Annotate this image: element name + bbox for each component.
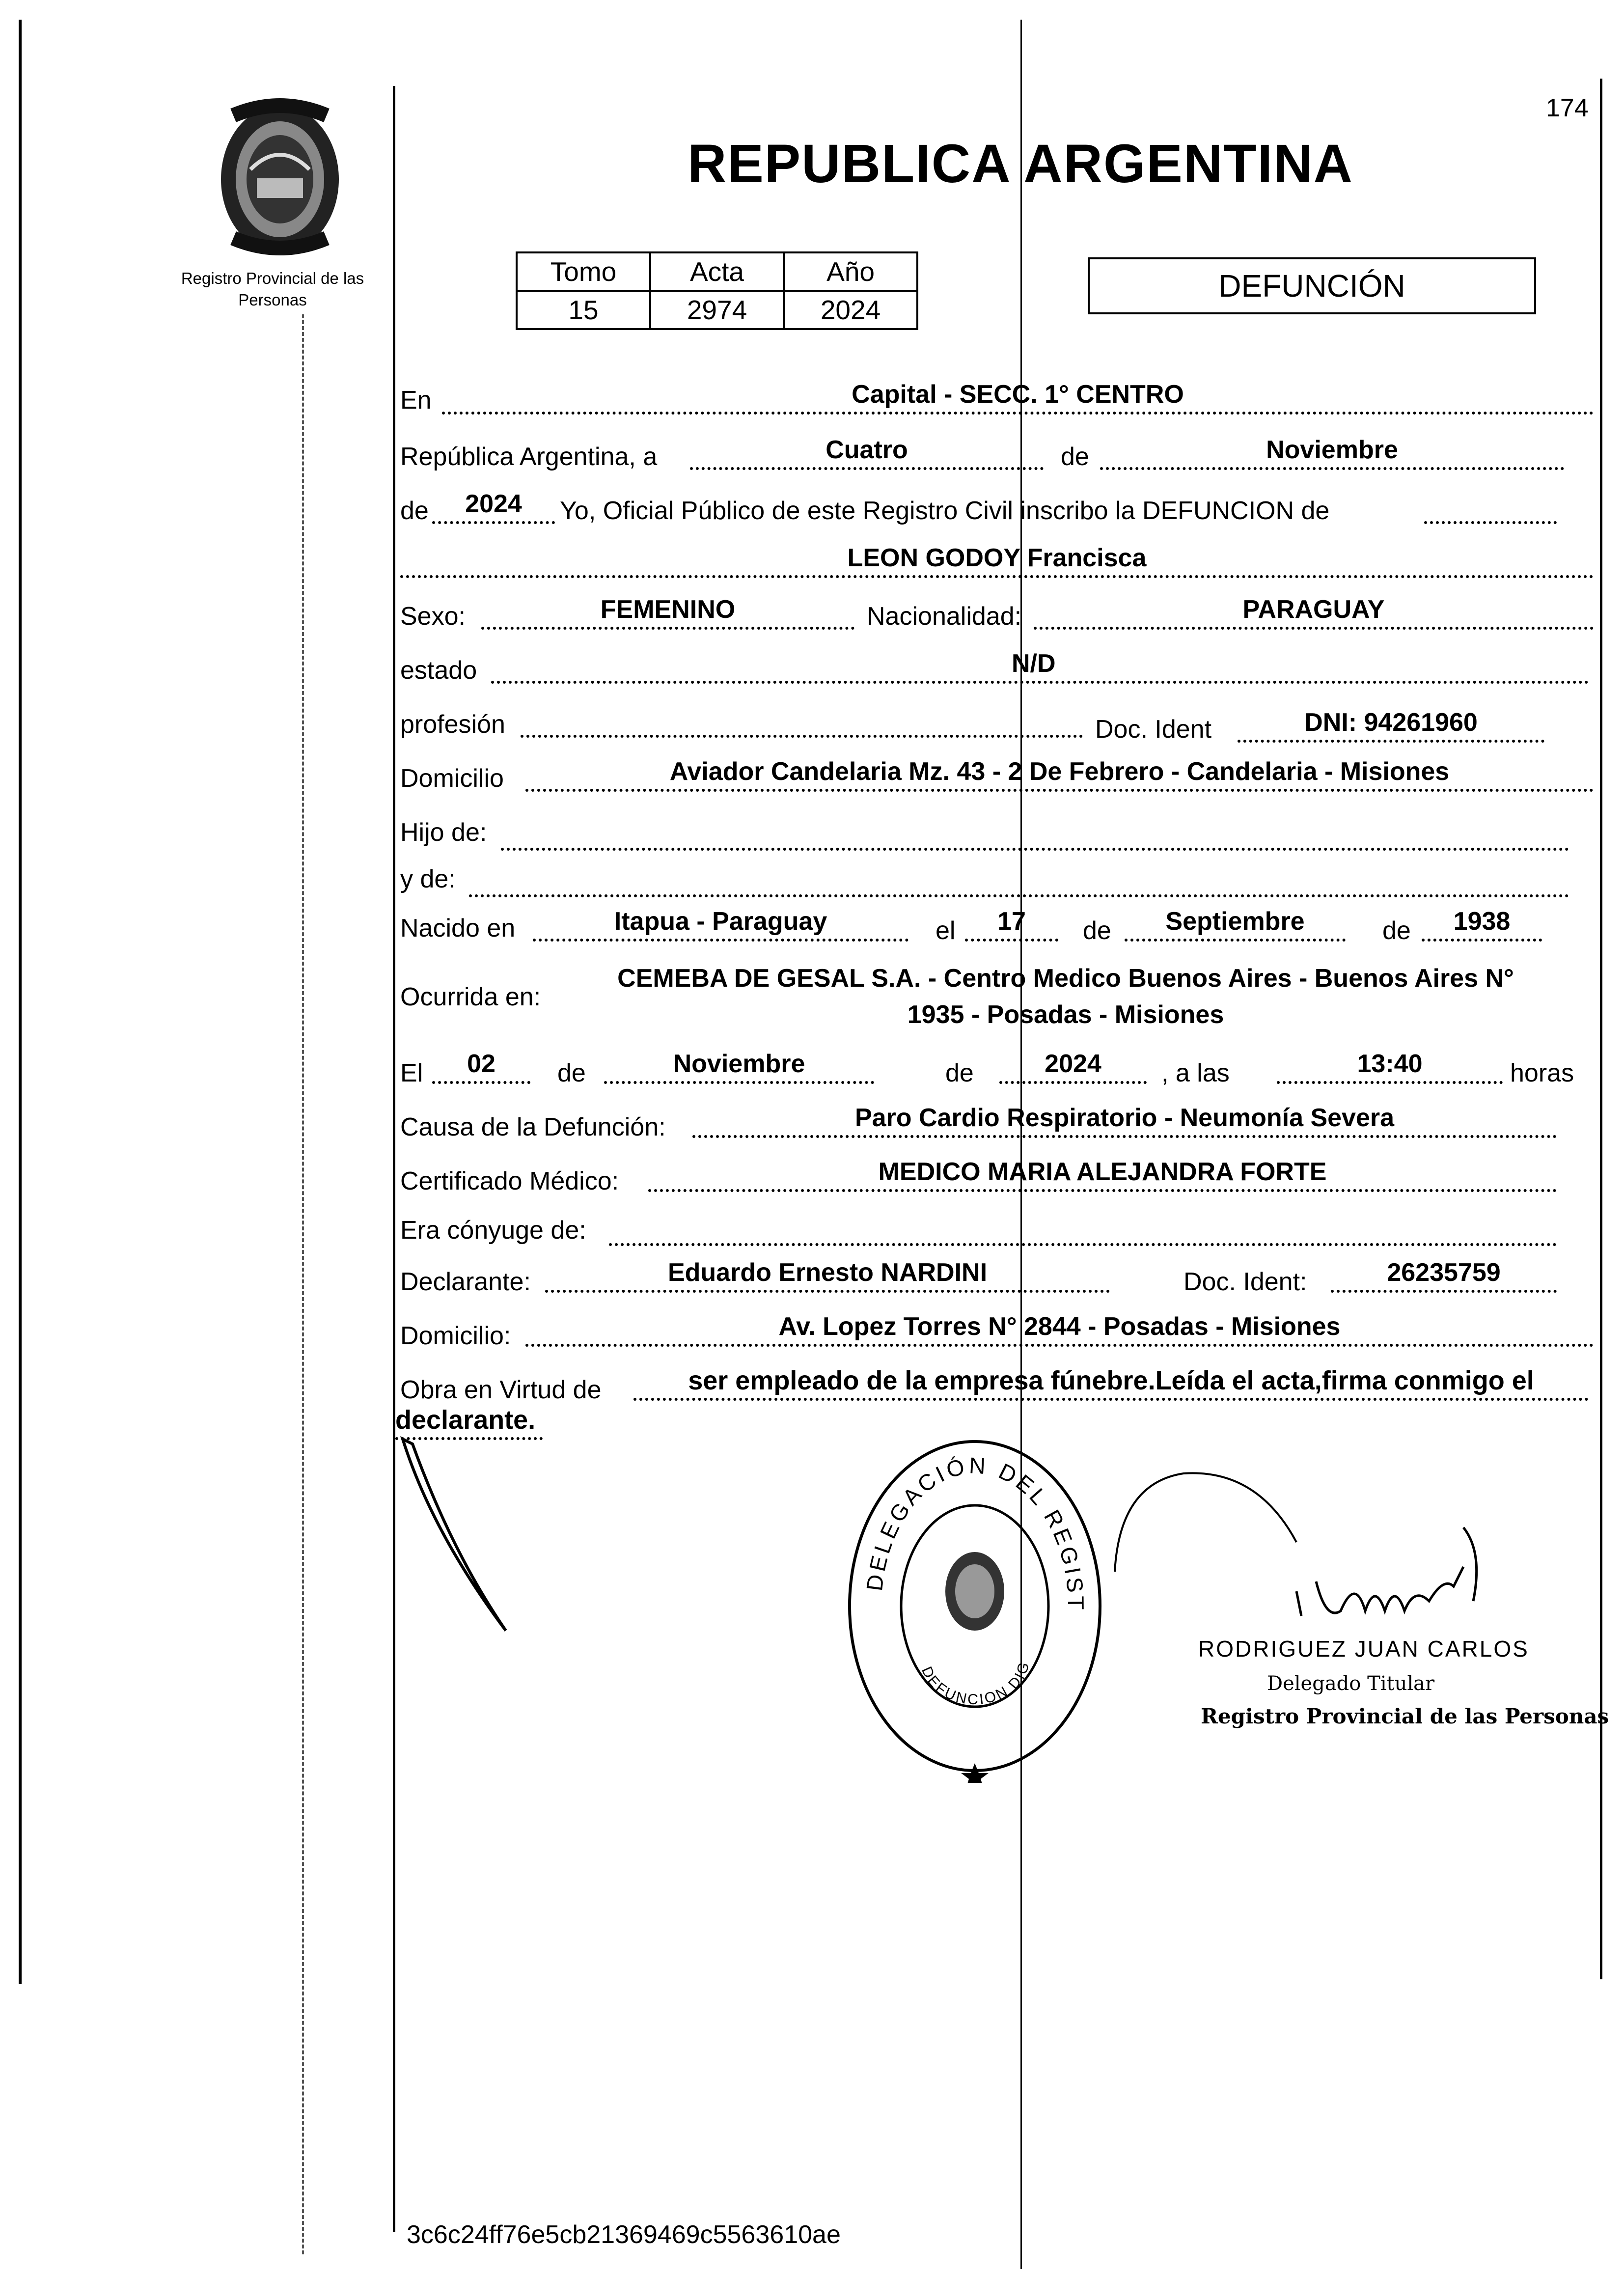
doc-ident-field: DNI: 94261960 [1238,707,1544,743]
y-de-label: y de: [400,865,456,893]
left-dashed-line [302,314,304,2254]
horas-label: horas [1510,1059,1574,1087]
estado-field: N/D [491,648,1589,684]
anio-value: 2024 [784,291,917,329]
day-word-field: Cuatro [690,435,1044,470]
declarante-label: Declarante: [400,1268,531,1296]
month-word-field: Noviembre [1100,435,1564,470]
certificado-label: Certificado Médico: [400,1167,619,1195]
place-field: Capital - SECC. 1° CENTRO [442,379,1594,415]
death-place-field [545,960,1586,1033]
document-type-box: DEFUNCIÓN [1088,257,1536,314]
year-field: 2024 [432,489,555,524]
tomo-header: Tomo [517,252,650,291]
death-place-line-1: CEMEBA DE GESAL S.A. - Centro Medico Buenos Aires - Buenos Aires N° [617,964,1514,993]
tomo-value: 15 [517,291,650,329]
domicilio-label: Domicilio [400,764,504,793]
el-label-2: El [400,1059,423,1087]
official-stamp [837,1429,1112,1783]
causa-label: Causa de la Defunción: [400,1113,666,1141]
nacionalidad-label: Nacionalidad: [867,602,1022,631]
document-hash: 3c6c24ff76e5cb21369469c5563610ae [407,2220,841,2249]
en-label: En [400,386,432,415]
hijo-de-label: Hijo de: [400,818,487,847]
el-label: el [936,916,956,945]
stamp-outer-text: DELEGACIÓN DEL REGIST [861,1452,1089,1613]
province-seal-logo [199,96,361,258]
estado-label: estado [400,656,477,685]
death-month-field: Noviembre [604,1049,874,1084]
declarante-field: Eduardo Ernesto NARDINI [545,1257,1110,1293]
cancel-stroke-mark [393,1434,521,1640]
doc-ident-label: Doc. Ident [1095,715,1212,744]
death-place-line-2: 1935 - Posadas - Misiones [907,1000,1224,1029]
page-number: 174 [1546,94,1589,122]
nacionalidad-field: PARAGUAY [1034,594,1594,630]
conyuge-field [609,1211,1557,1246]
signatory-title: Delegado Titular [1267,1672,1435,1695]
causa-field: Paro Cardio Respiratorio - Neumonía Severa [692,1103,1557,1138]
sexo-label: Sexo: [400,602,466,631]
obra-field-line-2: declarante. [395,1405,543,1440]
death-day-field: 02 [432,1049,530,1084]
deceased-name-field: LEON GODOY Francisca [400,543,1594,578]
page-title: REPUBLICA ARGENTINA [688,134,1353,194]
decl-doc-label: Doc. Ident: [1184,1268,1307,1296]
death-de-label-2: de [945,1059,974,1087]
decl-domicilio-label: Domicilio: [400,1322,511,1350]
profesion-field [521,702,1083,738]
form-right-border [1600,79,1602,1979]
death-year-field: 2024 [999,1049,1147,1084]
birth-de-label: de [1083,916,1111,945]
birth-place-field: Itapua - Paraguay [533,906,908,942]
left-margin-line [19,20,22,1984]
obra-field-line-1: ser empleado de la empresa fúnebre.Leída el acta,firma conmigo el [633,1365,1589,1401]
year-de-label: de [400,497,429,525]
de-label: de [1061,443,1089,471]
conyuge-label: Era cónyuge de: [400,1216,586,1245]
birth-de-label-2: de [1382,916,1411,945]
inscribo-tail-line [1424,489,1557,524]
center-scan-line [1020,20,1022,2269]
stamp-inner-text: DEFUNCION DIG [918,1659,1033,1708]
birth-month-field: Septiembre [1125,906,1346,942]
profesion-label: profesión [400,710,505,739]
y-de-field [469,862,1569,897]
birth-year-field: 1938 [1422,906,1542,942]
birth-day-field: 17 [965,906,1058,942]
nacido-label: Nacido en [400,914,516,943]
ocurrida-label: Ocurrida en: [400,983,541,1011]
inscribo-text: Yo, Oficial Público de este Registro Civil inscribo la DEFUNCION de [560,497,1330,525]
obra-label: Obra en Virtud de [400,1376,602,1404]
republica-label: República Argentina, a [400,443,658,471]
death-de-label: de [557,1059,586,1087]
acta-header: Acta [650,252,784,291]
signature-area [1110,1454,1552,1798]
hijo-de-field [501,815,1569,851]
form-left-border [393,86,395,2232]
org-name: Registro Provincial de las Personas [181,269,364,309]
certificado-field: MEDICO MARIA ALEJANDRA FORTE [648,1157,1557,1192]
sexo-field: FEMENINO [481,594,854,630]
decl-doc-field: 26235759 [1331,1257,1557,1293]
domicilio-field: Aviador Candelaria Mz. 43 - 2 De Febrero - Candelaria - Misiones [525,756,1594,792]
anio-header: Año [784,252,917,291]
a-las-label: , a las [1161,1059,1230,1087]
signatory-name: RODRIGUEZ JUAN CARLOS [1198,1636,1529,1662]
decl-domicilio-field: Av. Lopez Torres N° 2844 - Posadas - Misiones [525,1311,1594,1347]
death-time-field: 13:40 [1277,1049,1503,1084]
signatory-office: Registro Provincial de las Personas [1201,1704,1609,1728]
acta-value: 2974 [650,291,784,329]
reference-table [516,251,918,330]
